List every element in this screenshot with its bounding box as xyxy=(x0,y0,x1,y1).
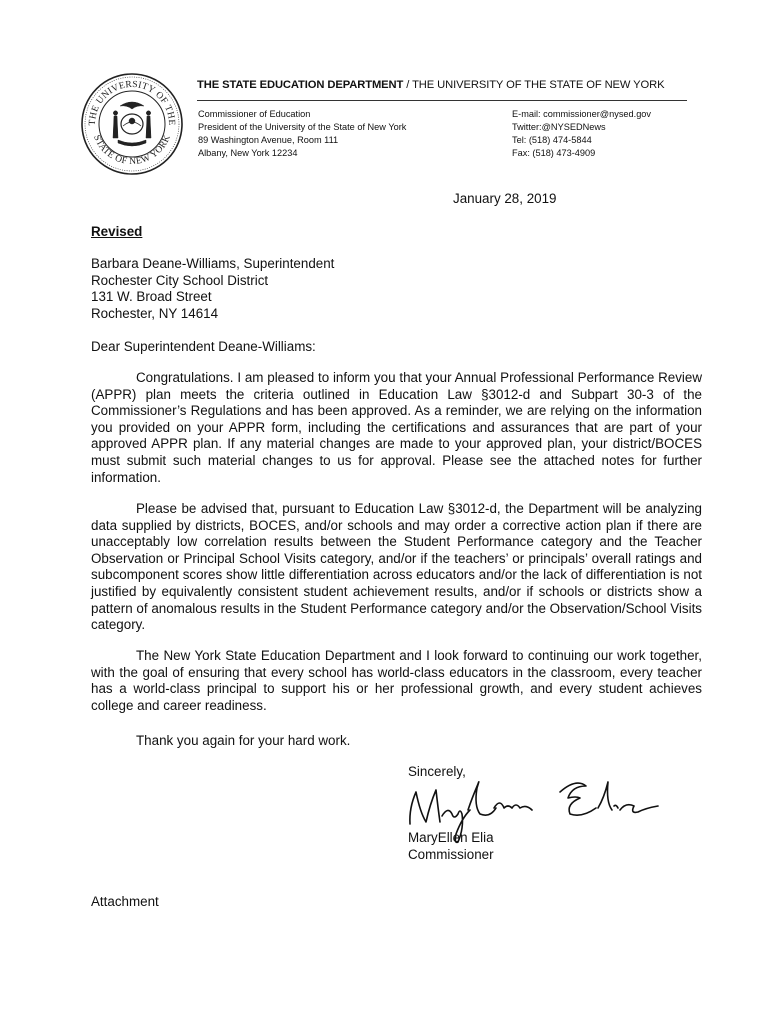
svg-text:THE UNIVERSITY OF THE: THE UNIVERSITY OF THE xyxy=(87,79,177,126)
recipient-name: Barbara Deane-Williams, Superintendent xyxy=(91,256,335,271)
office-info xyxy=(198,108,406,160)
office-street-line: 89 Washington Avenue, Room 111 xyxy=(198,135,339,145)
recipient-district: Rochester City School District xyxy=(91,272,269,288)
department-name: THE STATE EDUCATION DEPARTMENT xyxy=(197,79,404,91)
thank-you-line: Thank you again for your hard work. xyxy=(136,733,351,748)
department-heading xyxy=(197,79,687,91)
attachment-note: Attachment xyxy=(91,894,159,909)
paragraph-analysis: Please be advised that, pursuant to Education Law §3012-d, the Department will be analyzing data supplied by districts, BOCES, and/or schools and may order a corrective action plan if there are unacceptably low correlation results between the Student Performance category and the Teacher Observation or Principal School Visits category, and/or if the teachers’ or principals’ overall ratings and subcomponent scores show little differentiation across educators and/or the lack of differentiation is not justified by equivalently consistent student achievement results, and/or if schools or districts show a pattern of anomalous results in the Student Performance category and/or the Observation/School Visits category. xyxy=(91,501,702,633)
recipient-street: 131 W. Broad Street xyxy=(91,289,212,305)
paragraph-closing: The New York State Education Department and I look forward to continuing our work together, with the goal of ensuring that every school has world-class educators in the classroom, every teacher has a world-class principal to support his or her professional growth, and every student achieves college and career readiness. xyxy=(91,648,702,713)
signer-title: Commissioner xyxy=(408,846,494,862)
salutation: Dear Superintendent Deane-Williams: xyxy=(91,339,316,354)
office-city-line: Albany, New York 12234 xyxy=(198,148,298,158)
office-president-line: President of the University of the State of New York xyxy=(198,122,407,132)
university-name: / THE UNIVERSITY OF THE STATE OF NEW YORK xyxy=(403,79,665,91)
letter-date: January 28, 2019 xyxy=(453,191,557,206)
state-seal-logo xyxy=(80,72,184,176)
signer-name: MaryEllen Elia xyxy=(408,830,494,845)
paragraph-approval: Congratulations. I am pleased to inform you that your Annual Professional Performance Review (APPR) plan meets the criteria outlined in Education Law §3012-d and Subpart 30-3 of the Commissioner’s Regulations and has been approved. As a reminder, we are relying on the information you provided on your APPR form, including the certifications and assurances that are part of your approved APPR plan. If any material changes are made to your approved plan, your district/BOCES must submit such material changes to us for approval. Please see the attached notes for further information. xyxy=(91,370,702,485)
revised-label: Revised xyxy=(91,224,143,239)
contact-twitter: Twitter:@NYSEDNews xyxy=(512,122,606,132)
contact-fax: Fax: (518) 473-4909 xyxy=(512,148,596,158)
office-title-line: Commissioner of Education xyxy=(198,109,311,119)
contact-email: E-mail: commissioner@nysed.gov xyxy=(512,109,652,119)
header-divider xyxy=(197,100,687,101)
contact-phone: Tel: (518) 474-5844 xyxy=(512,135,592,145)
signer-block xyxy=(408,830,494,863)
svg-text:STATE OF NEW YORK: STATE OF NEW YORK xyxy=(91,133,173,168)
contact-info xyxy=(512,108,651,160)
complimentary-close: Sincerely, xyxy=(408,764,466,779)
recipient-address xyxy=(91,256,334,322)
recipient-city: Rochester, NY 14614 xyxy=(91,305,219,321)
